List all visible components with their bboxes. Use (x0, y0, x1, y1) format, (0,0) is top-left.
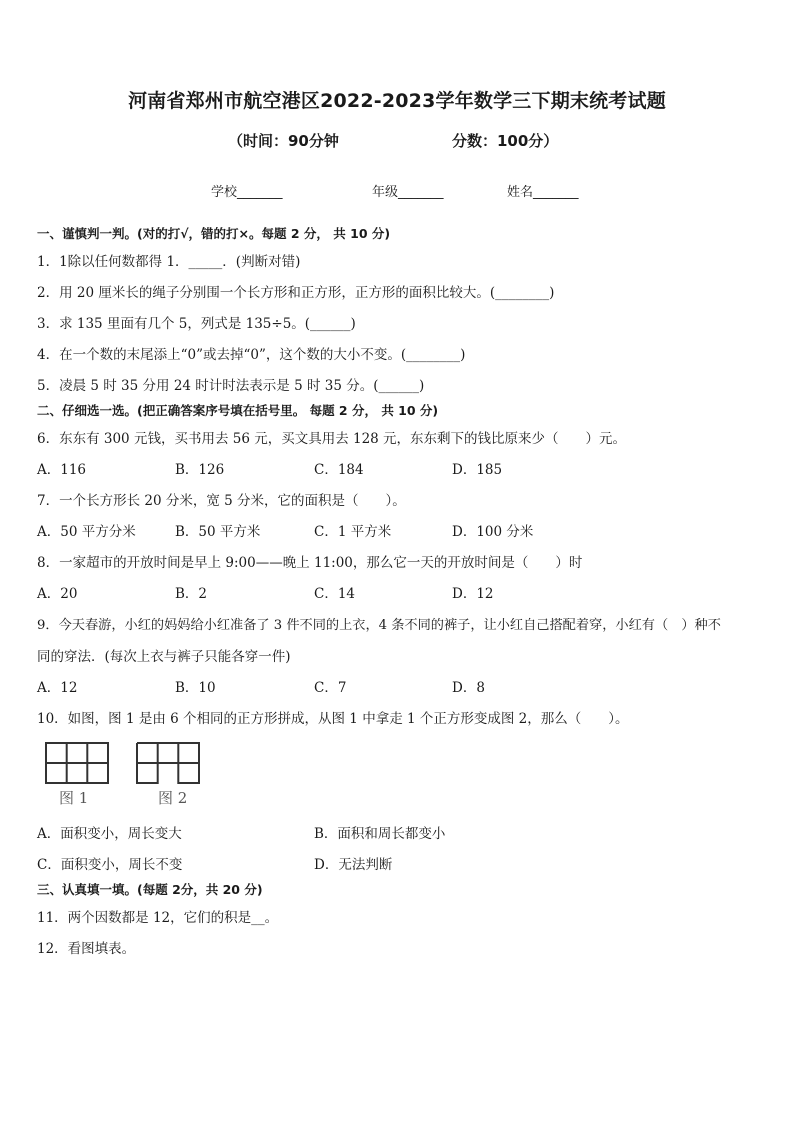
figure-1-grid (45, 742, 109, 784)
question-4: 4．在一个数的末尾添上“0”或去掉“0”，这个数的大小不变。(________) (37, 347, 466, 363)
question-10-option-c: C．面积变小，周长不变 (37, 857, 183, 873)
question-7-option-b: B．50 平方米 (175, 524, 261, 540)
question-8: 8．一家超市的开放时间是早上 9:00——晚上 11:00，那么它一天的开放时间是（ ）时 (37, 555, 583, 571)
grade-field: 年级_______ (372, 185, 444, 200)
question-6: 6．东东有 300 元钱，买书用去 56 元，买文具用去 128 元，东东剩下的钱比原来少（ ）元。 (37, 431, 627, 447)
question-8-option-d: D．12 (452, 586, 494, 602)
question-7-option-a: A．50 平方分米 (37, 524, 136, 540)
question-9-option-a: A．12 (37, 680, 78, 696)
question-8-option-c: C．14 (314, 586, 356, 602)
question-9-option-d: D．8 (452, 680, 485, 696)
question-10-option-a: A．面积变小，周长变大 (37, 826, 182, 842)
question-11: 11．两个因数都是 12，它们的积是__。 (37, 910, 279, 926)
question-6-option-b: B．126 (175, 462, 225, 478)
page-title: 河南省郑州市航空港区2022-2023学年数学三下期末统考试题 (128, 90, 666, 112)
question-6-option-c: C．184 (314, 462, 364, 478)
question-6-option-d: D．185 (452, 462, 503, 478)
figure-2-grid (136, 742, 200, 784)
question-7: 7．一个长方形长 20 分米，宽 5 分米，它的面积是（ ）。 (37, 493, 406, 509)
section-heading-3: 三、认真填一填。(每题 2分，共 20 分) (37, 882, 263, 897)
section-heading-2: 二、仔细选一选。(把正确答案序号填在括号里。 每题 2 分， 共 10 分) (37, 403, 439, 418)
question-9-option-c: C．7 (314, 680, 347, 696)
question-2: 2．用 20 厘米长的绳子分别围一个长方形和正方形，正方形的面积比较大。(________) (37, 285, 555, 301)
figure-2-label: 图 2 (158, 789, 188, 807)
figure-1-label: 图 1 (59, 789, 89, 807)
exam-time: （时间：90分钟 (228, 132, 339, 150)
question-12: 12．看图填表。 (37, 941, 136, 957)
question-5: 5．凌晨 5 时 35 分用 24 时计时法表示是 5 时 35 分。(______) (37, 378, 425, 394)
section-heading-1: 一、谨慎判一判。(对的打√，错的打×。每题 2 分， 共 10 分) (37, 226, 391, 241)
question-8-option-b: B．2 (175, 586, 208, 602)
question-7-option-c: C．1 平方米 (314, 524, 392, 540)
question-9-line-1: 9．今天春游，小红的妈妈给小红准备了 3 件不同的上衣，4 条不同的裤子，让小红自己搭配着穿，小红有（ ）种不 (37, 618, 721, 633)
question-8-option-a: A．20 (37, 586, 78, 602)
name-field: 姓名_______ (507, 185, 579, 200)
question-1: 1．1除以任何数都得 1．_____．(判断对错) (37, 254, 301, 270)
school-field: 学校_______ (211, 185, 283, 200)
question-9-line-2: 同的穿法．(每次上衣与裤子只能各穿一件) (37, 649, 291, 665)
exam-score: 分数：100分） (452, 132, 559, 150)
question-6-option-a: A．116 (37, 462, 87, 478)
question-3: 3．求 135 里面有几个 5，列式是 135÷5。(______) (37, 316, 356, 332)
question-10: 10．如图，图 1 是由 6 个相同的正方形拼成，从图 1 中拿走 1 个正方形变成图 2，那么（ ）。 (37, 711, 629, 727)
question-9-option-b: B．10 (175, 680, 216, 696)
question-10-option-b: B．面积和周长都变小 (314, 826, 446, 842)
question-7-option-d: D．100 分米 (452, 524, 534, 540)
question-10-option-d: D．无法判断 (314, 857, 393, 873)
